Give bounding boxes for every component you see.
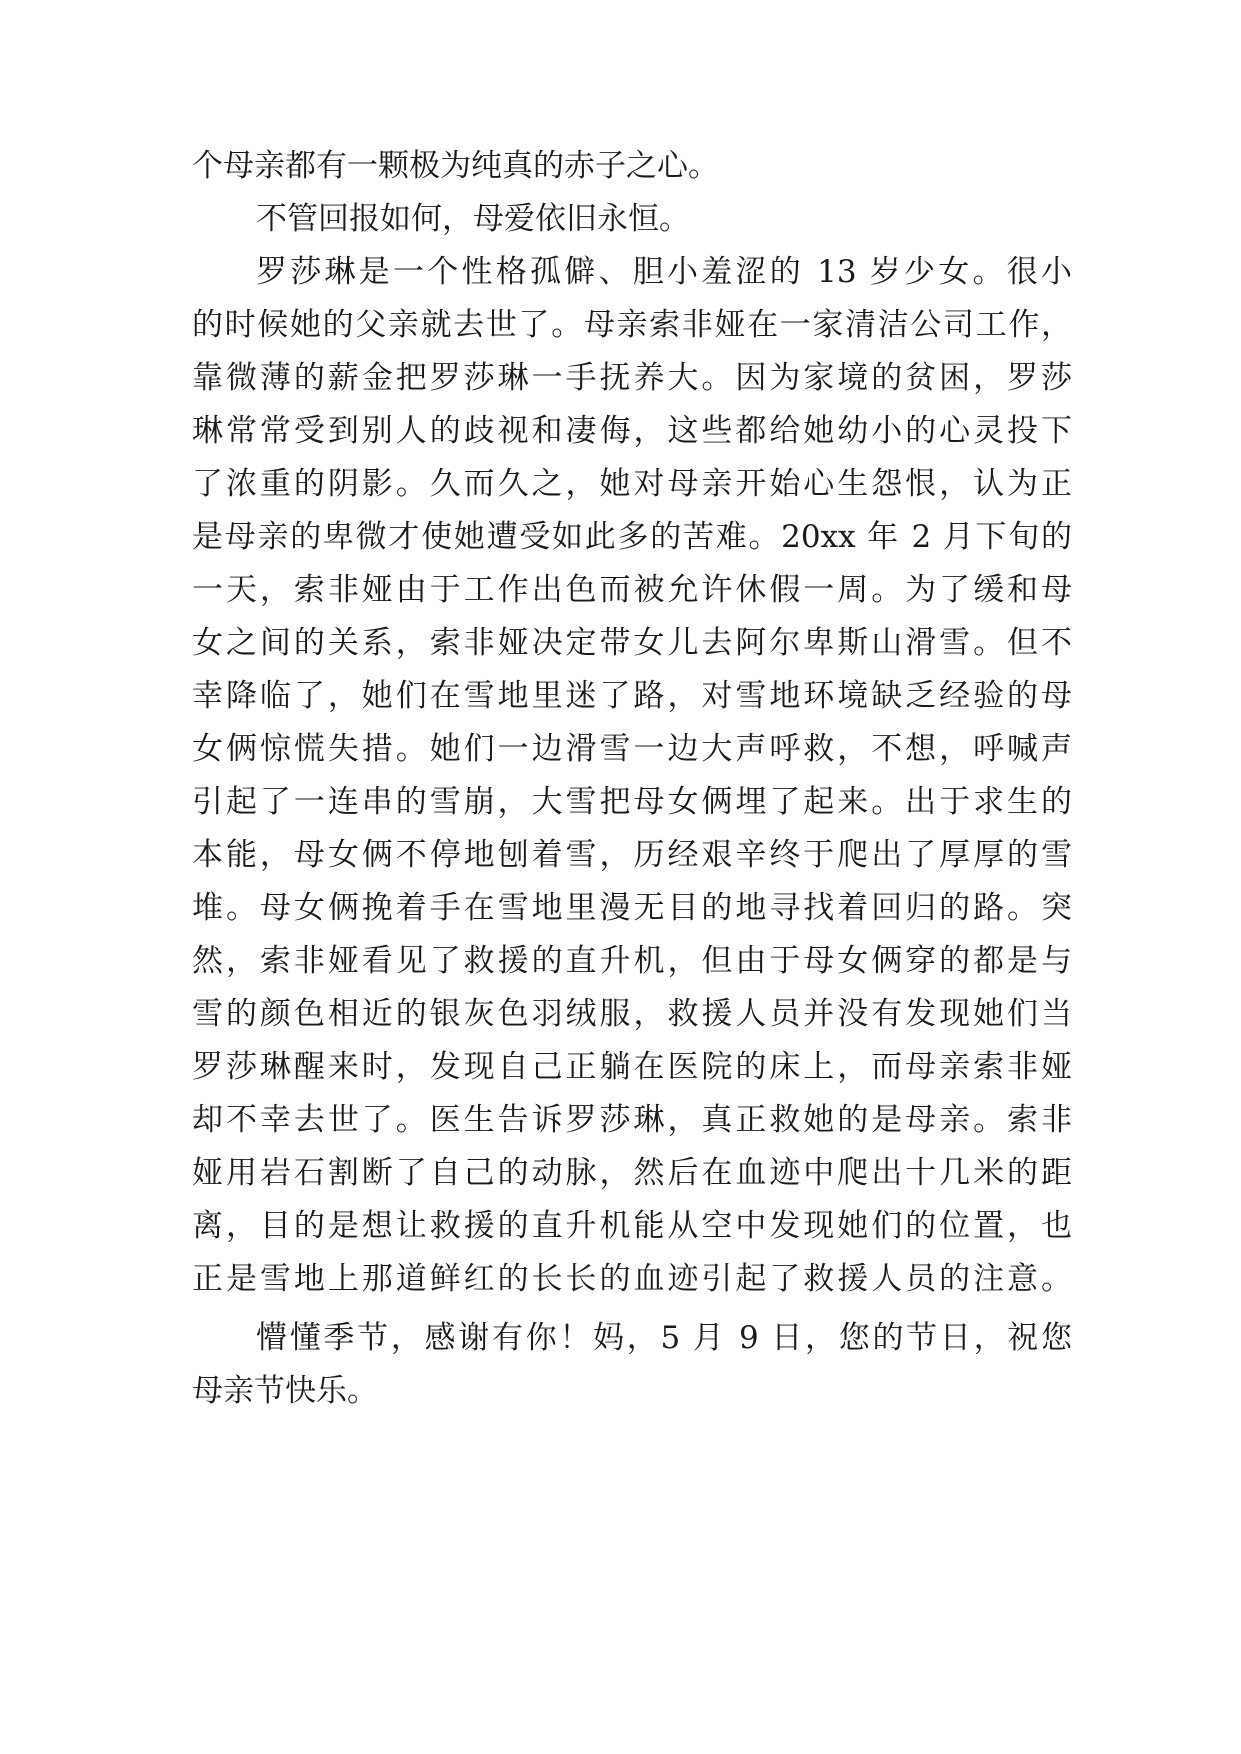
text-line: 堆。母女俩挽着手在雪地里漫无目的地寻找着回归的路。突	[192, 890, 1072, 926]
text-line: 不管回报如何，母爱依旧永恒。	[256, 201, 690, 237]
text-line: 了浓重的阴影。久而久之，她对母亲开始心生怨恨，认为正	[192, 466, 1072, 502]
text-line: 琳常常受到别人的歧视和凄侮，这些都给她幼小的心灵投下	[192, 413, 1072, 449]
text-line: 女之间的关系，索非娅决定带女儿去阿尔卑斯山滑雪。但不	[192, 625, 1072, 661]
text-line: 女俩惊慌失措。她们一边滑雪一边大声呼救，不想，呼喊声	[192, 731, 1072, 767]
text-line: 的时候她的父亲就去世了。母亲索非娅在一家清洁公司工作，	[192, 307, 1072, 343]
text-line: 是母亲的卑微才使她遭受如此多的苦难。20xx 年 2 月下旬的	[192, 519, 1072, 555]
text-line: 一天，索非娅由于工作出色而被允许休假一周。为了缓和母	[192, 572, 1072, 608]
text-line: 离，目的是想让救援的直升机能从空中发现她们的位置，也	[192, 1208, 1072, 1244]
text-line: 个母亲都有一颗极为纯真的赤子之心。	[192, 148, 719, 184]
text-line: 引起了一连串的雪崩，大雪把母女俩埋了起来。出于求生的	[192, 784, 1072, 820]
text-line: 幸降临了，她们在雪地里迷了路，对雪地环境缺乏经验的母	[192, 678, 1072, 714]
text-line: 雪的颜色相近的银灰色羽绒服，救援人员并没有发现她们当	[192, 996, 1072, 1032]
text-line: 正是雪地上那道鲜红的长长的血迹引起了救援人员的注意。	[192, 1261, 1072, 1297]
text-line: 罗莎琳是一个性格孤僻、胆小羞涩的 13 岁少女。很小	[256, 254, 1072, 290]
text-line: 靠微薄的薪金把罗莎琳一手抚养大。因为家境的贫困，罗莎	[192, 360, 1072, 396]
text-line: 娅用岩石割断了自己的动脉，然后在血迹中爬出十几米的距	[192, 1155, 1072, 1191]
text-line: 然，索非娅看见了救援的直升机，但由于母女俩穿的都是与	[192, 943, 1072, 979]
text-line: 本能，母女俩不停地刨着雪，历经艰辛终于爬出了厚厚的雪	[192, 837, 1072, 873]
text-line: 母亲节快乐。	[192, 1373, 378, 1409]
text-line: 懵懂季节，感谢有你！妈，5 月 9 日，您的节日，祝您	[256, 1320, 1072, 1356]
text-line: 却不幸去世了。医生告诉罗莎琳，真正救她的是母亲。索非	[192, 1102, 1072, 1138]
text-line: 罗莎琳醒来时，发现自己正躺在医院的床上，而母亲索非娅	[192, 1049, 1072, 1085]
